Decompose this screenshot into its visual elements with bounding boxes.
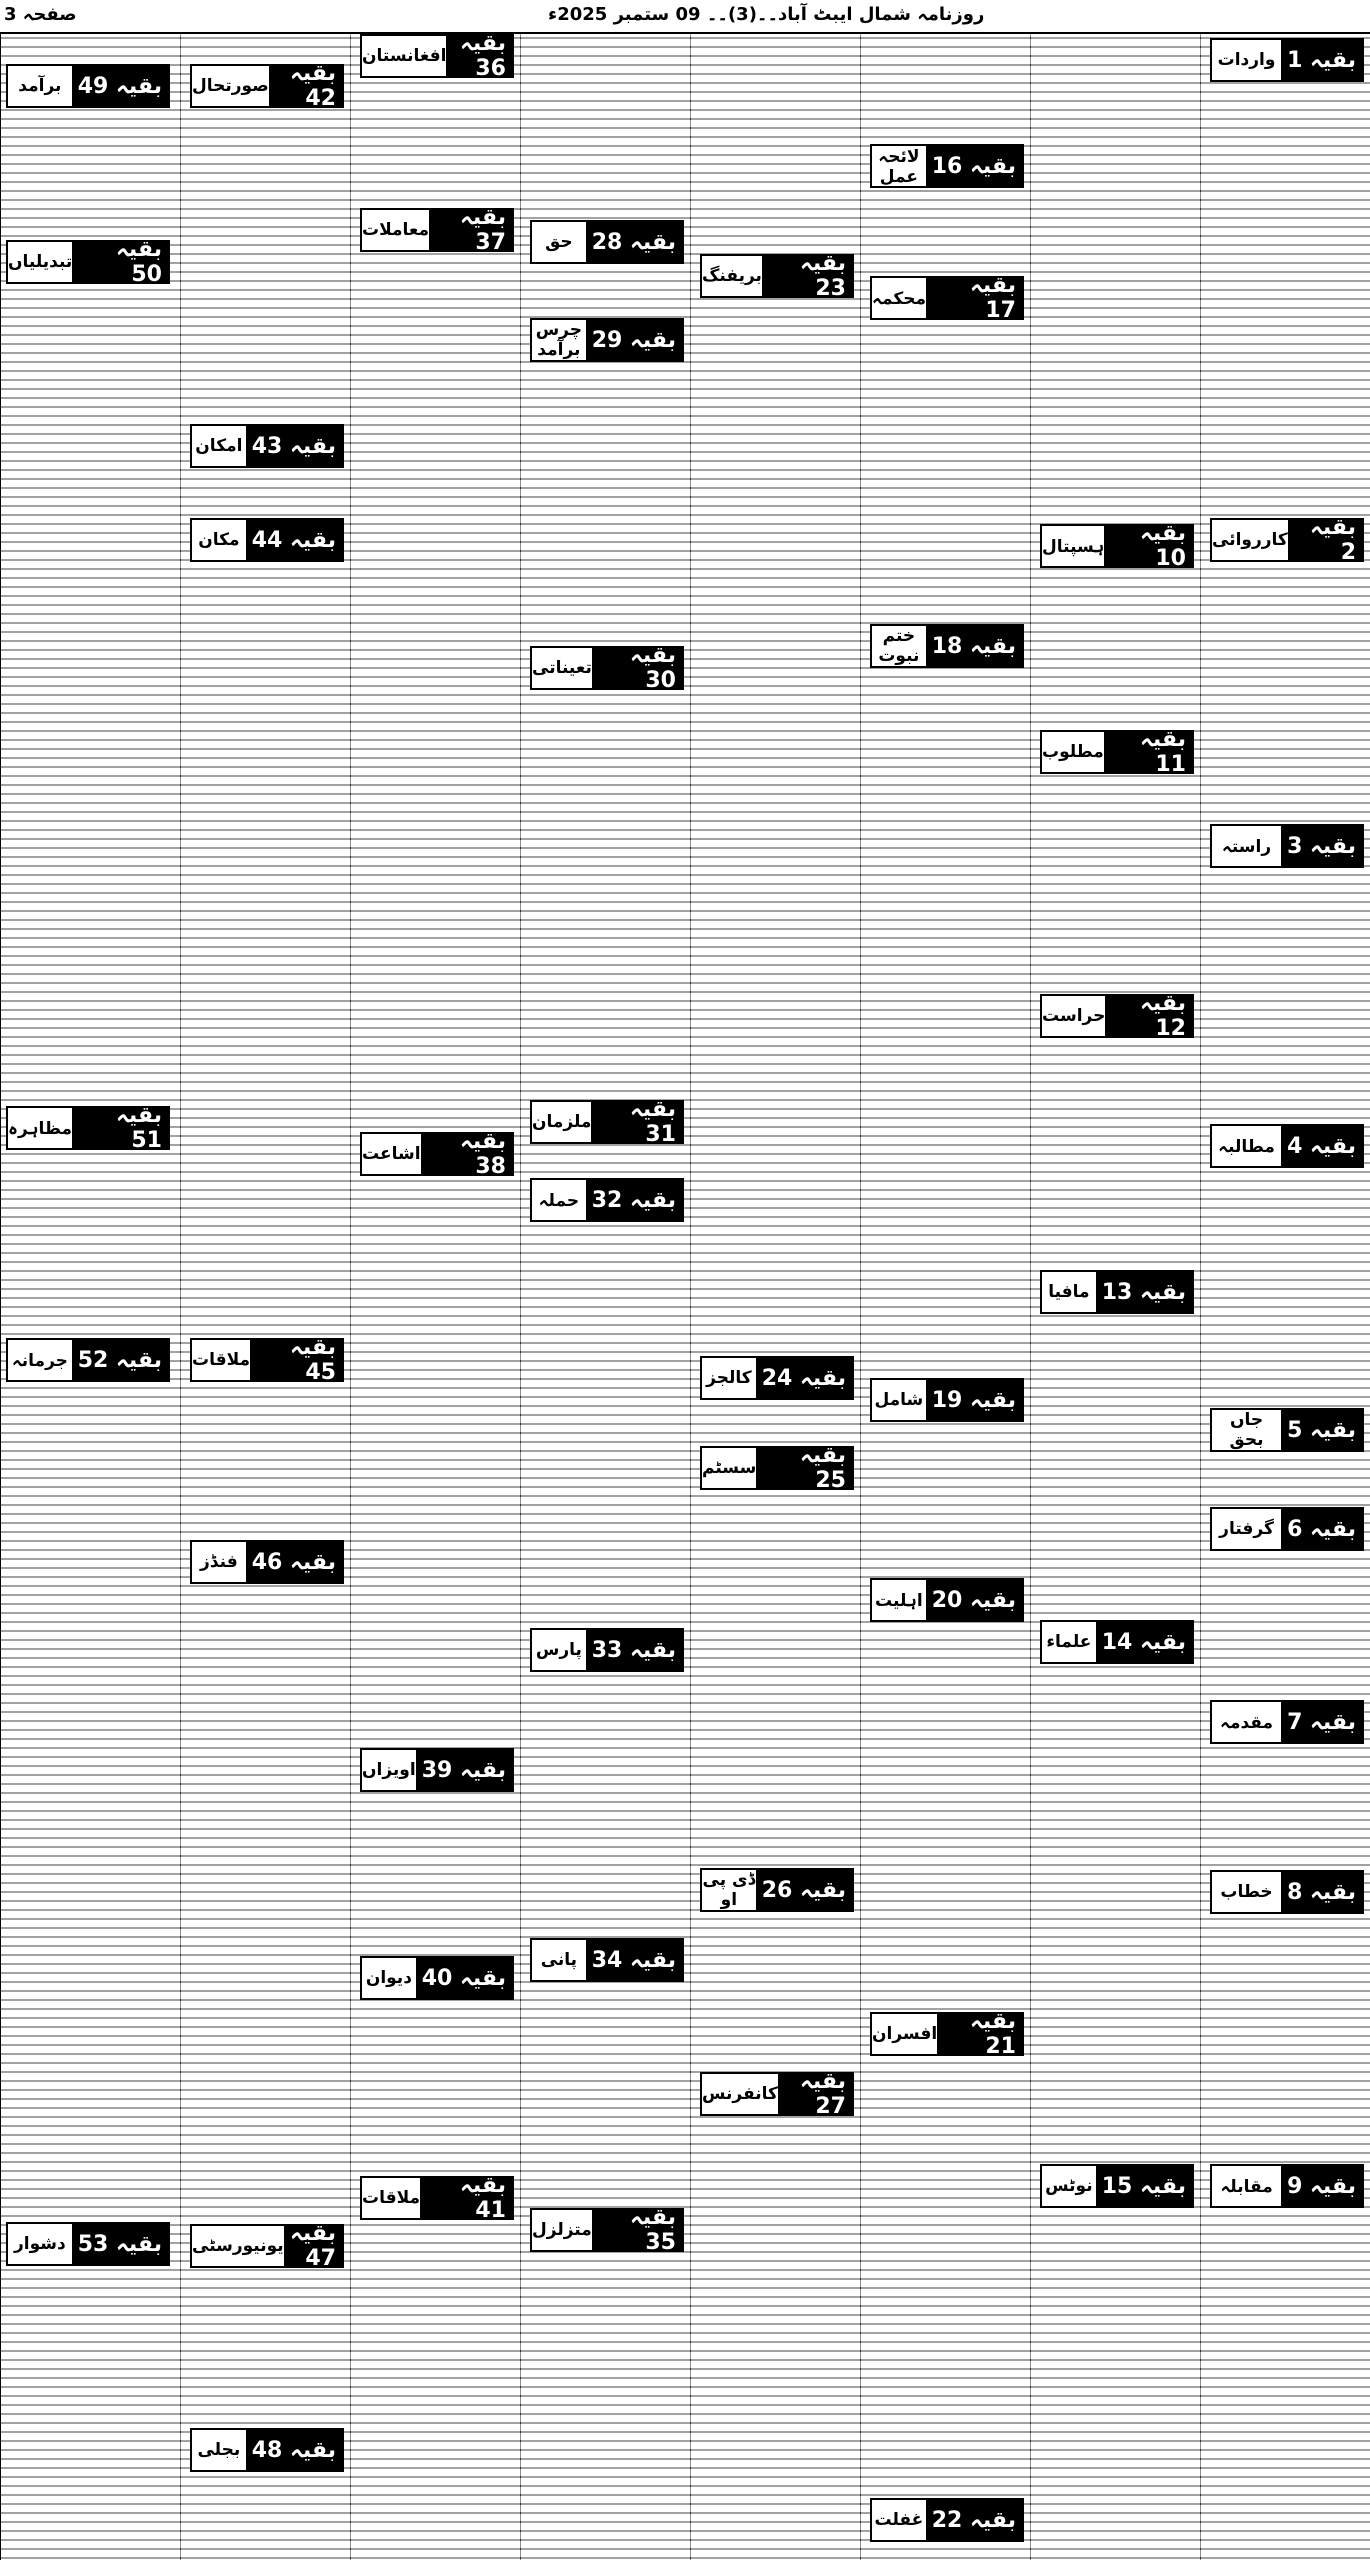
continuation-box: مطلوب بقیہ 11 — [1040, 730, 1194, 774]
continuation-box: بریفنگ بقیہ 23 — [700, 254, 854, 298]
masthead — [0, 0, 1370, 34]
continuation-box: غفلت بقیہ 22 — [870, 2498, 1024, 2542]
continuation-box: محکمہ بقیہ 17 — [870, 276, 1024, 320]
columns — [0, 31, 1370, 2560]
date-line: روزنامہ شمال ایبٹ آباد۔۔(3)۔۔ 09 ستمبر 2025ء — [548, 4, 985, 25]
continuation-box: دیوان بقیہ 40 — [360, 1956, 514, 2000]
continuation-box: کالجز بقیہ 24 — [700, 1356, 854, 1400]
continuation-box: مظاہرہ بقیہ 51 — [6, 1106, 170, 1150]
continuation-box: تبدیلیاں بقیہ 50 — [6, 240, 170, 284]
continuation-box: خطاب بقیہ 8 — [1210, 1870, 1364, 1914]
column-7 — [180, 34, 351, 2560]
column-8 — [0, 34, 181, 2560]
continuation-box: مافیا بقیہ 13 — [1040, 1270, 1194, 1314]
continuation-box: متزلزل بقیہ 35 — [530, 2208, 684, 2252]
continuation-box: مکان بقیہ 44 — [190, 518, 344, 562]
continuation-box: ملاقات بقیہ 41 — [360, 2176, 514, 2220]
continuation-box: یونیورسٹی بقیہ 47 — [190, 2224, 344, 2268]
continuation-box: کارروائی بقیہ 2 — [1210, 518, 1364, 562]
continuation-box: پارس بقیہ 33 — [530, 1628, 684, 1672]
continuation-box: واردات بقیہ 1 — [1210, 38, 1364, 82]
continuation-box: لائحہ عمل بقیہ 16 — [870, 144, 1024, 188]
continuation-box: مطالبہ بقیہ 4 — [1210, 1124, 1364, 1168]
continuation-box: نوٹس بقیہ 15 — [1040, 2164, 1194, 2208]
continuation-box: مقدمہ بقیہ 7 — [1210, 1700, 1364, 1744]
continuation-box: امکان بقیہ 43 — [190, 424, 344, 468]
continuation-box: افغانستان بقیہ 36 — [360, 34, 514, 78]
continuation-box: اشاعت بقیہ 38 — [360, 1132, 514, 1176]
column-4 — [690, 34, 861, 2560]
continuation-box: ملزمان بقیہ 31 — [530, 1100, 684, 1144]
column-3 — [860, 34, 1031, 2560]
continuation-box: برآمد بقیہ 49 — [6, 64, 170, 108]
continuation-box: فنڈز بقیہ 46 — [190, 1540, 344, 1584]
continuation-box: ملاقات بقیہ 45 — [190, 1338, 344, 1382]
continuation-box: اہلیت بقیہ 20 — [870, 1578, 1024, 1622]
continuation-box: شامل بقیہ 19 — [870, 1378, 1024, 1422]
continuation-box: دشوار بقیہ 53 — [6, 2222, 170, 2266]
continuation-box: ہسپتال بقیہ 10 — [1040, 524, 1194, 568]
continuation-box: چرس برآمد بقیہ 29 — [530, 318, 684, 362]
continuation-box: اویزاں بقیہ 39 — [360, 1748, 514, 1792]
column-5 — [520, 34, 691, 2560]
continuation-box: راستہ بقیہ 3 — [1210, 824, 1364, 868]
continuation-box: ختم نبوت بقیہ 18 — [870, 624, 1024, 668]
continuation-box: حملہ بقیہ 32 — [530, 1178, 684, 1222]
continuation-box: حق بقیہ 28 — [530, 220, 684, 264]
continuation-box: صورتحال بقیہ 42 — [190, 64, 344, 108]
continuation-box: گرفتار بقیہ 6 — [1210, 1507, 1364, 1551]
continuation-box: حراست بقیہ 12 — [1040, 994, 1194, 1038]
continuation-box: جرمانہ بقیہ 52 — [6, 1338, 170, 1382]
continuation-box: ڈی پی او بقیہ 26 — [700, 1868, 854, 1912]
continuation-box: پانی بقیہ 34 — [530, 1938, 684, 1982]
continuation-box: معاملات بقیہ 37 — [360, 208, 514, 252]
continuation-box: بجلی بقیہ 48 — [190, 2428, 344, 2472]
continuation-box: سسٹم بقیہ 25 — [700, 1446, 854, 1490]
page-number: صفحہ 3 — [4, 4, 77, 25]
continuation-box: جاں بحق بقیہ 5 — [1210, 1408, 1364, 1452]
continuation-box: علماء بقیہ 14 — [1040, 1620, 1194, 1664]
continuation-box: افسران بقیہ 21 — [870, 2012, 1024, 2056]
continuation-box: کانفرنس بقیہ 27 — [700, 2072, 854, 2116]
continuation-box: مقابلہ بقیہ 9 — [1210, 2164, 1364, 2208]
continuation-box: تعیناتی بقیہ 30 — [530, 646, 684, 690]
